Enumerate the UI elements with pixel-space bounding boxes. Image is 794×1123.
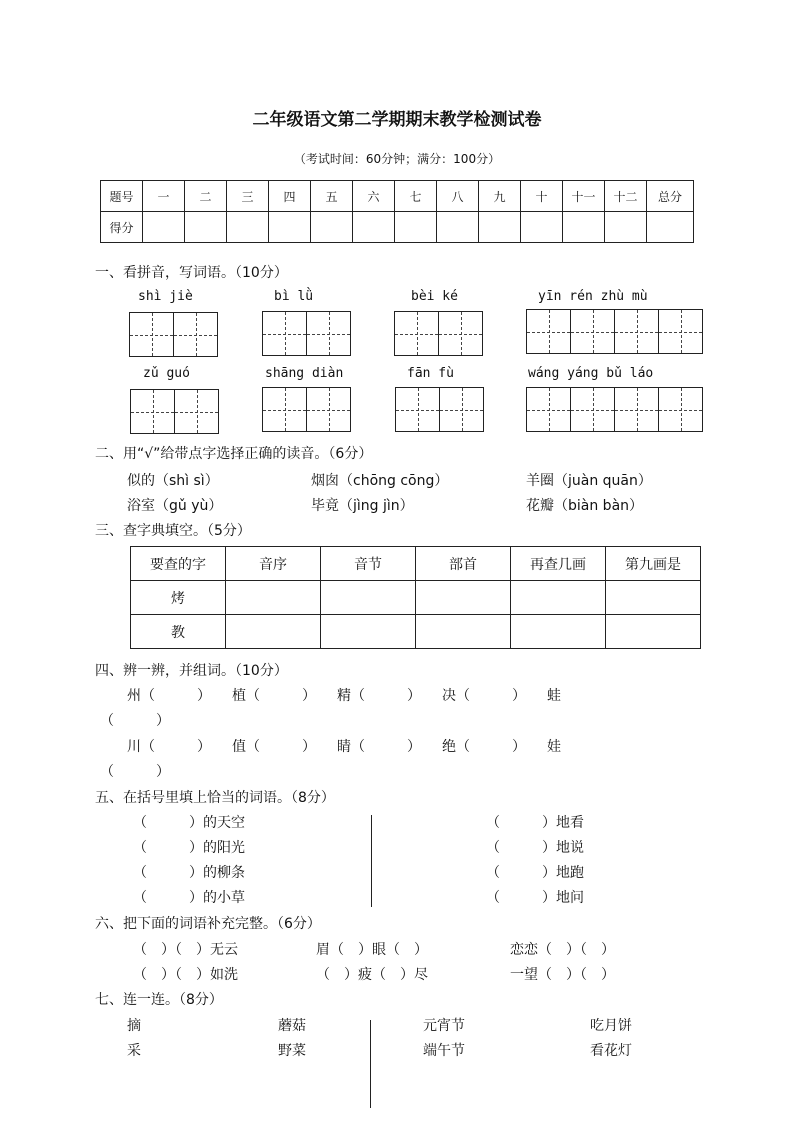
table-cell: 烤: [131, 581, 226, 615]
fill-blank[interactable]: （ ）地问: [486, 890, 584, 906]
writing-grid[interactable]: [526, 387, 703, 432]
idiom-blank[interactable]: （ ）（ ）如洗: [133, 967, 238, 983]
score-cell[interactable]: [143, 212, 185, 243]
table-cell: 一: [143, 181, 185, 212]
writing-grid[interactable]: [526, 309, 703, 354]
table-header: 要查的字: [131, 547, 226, 581]
writing-cell[interactable]: [570, 387, 615, 432]
column-divider: [370, 1020, 371, 1108]
answer-cell[interactable]: [321, 615, 416, 649]
table-cell: 题号: [101, 181, 143, 212]
writing-cell[interactable]: [306, 311, 351, 356]
score-cell[interactable]: [269, 212, 311, 243]
writing-cell[interactable]: [262, 311, 307, 356]
table-cell: 九: [479, 181, 521, 212]
table-cell: 总分: [647, 181, 694, 212]
word-group-line[interactable]: 州（ ） 植（ ） 精（ ） 决（ ） 蛙: [127, 688, 561, 704]
score-cell[interactable]: [311, 212, 353, 243]
writing-grid[interactable]: [262, 311, 351, 356]
table-row: [101, 181, 694, 212]
writing-cell[interactable]: [394, 311, 439, 356]
answer-cell[interactable]: [226, 581, 321, 615]
fill-blank[interactable]: （ ）的天空: [133, 815, 245, 831]
table-header: 音节: [321, 547, 416, 581]
writing-cell[interactable]: [570, 309, 615, 354]
table-row: [101, 212, 694, 243]
section-4-heading: 四、辨一辨，并组词。（10分）: [95, 663, 288, 679]
score-cell[interactable]: [605, 212, 647, 243]
section-3-heading: 三、查字典填空。（5分）: [95, 523, 251, 539]
table-cell: 八: [437, 181, 479, 212]
writing-cell[interactable]: [130, 389, 175, 434]
score-cell[interactable]: [437, 212, 479, 243]
word-group-line[interactable]: （ ）: [100, 713, 170, 729]
match-item[interactable]: 野菜: [278, 1043, 306, 1059]
section-6-heading: 六、把下面的词语补充完整。（6分）: [95, 916, 321, 932]
pinyin-label: shāng diàn: [265, 366, 344, 381]
match-item[interactable]: 采: [127, 1043, 141, 1059]
table-header: 音序: [226, 547, 321, 581]
writing-cell[interactable]: [614, 387, 659, 432]
writing-grid[interactable]: [394, 311, 483, 356]
section-5-heading: 五、在括号里填上恰当的词语。（8分）: [95, 790, 335, 806]
writing-grid[interactable]: [130, 389, 219, 434]
column-divider: [371, 815, 372, 907]
pinyin-label: shì jiè: [138, 289, 193, 304]
section-7-heading: 七、连一连。（8分）: [95, 992, 223, 1008]
score-table: [100, 180, 694, 243]
writing-cell[interactable]: [439, 387, 484, 432]
writing-cell[interactable]: [129, 312, 174, 357]
exam-info: （考试时间：60分钟；满分：100分）: [293, 152, 501, 166]
fill-blank[interactable]: （ ）的阳光: [133, 840, 245, 856]
match-item[interactable]: 蘑菇: [278, 1018, 306, 1034]
reading-option[interactable]: 似的（shì sì）: [127, 473, 219, 489]
idiom-blank[interactable]: 恋恋（ ）（ ）: [510, 942, 615, 958]
table-cell: 十: [521, 181, 563, 212]
dictionary-table: [130, 546, 701, 649]
pinyin-label: zǔ guó: [143, 366, 190, 381]
score-cell[interactable]: [395, 212, 437, 243]
writing-cell[interactable]: [526, 387, 571, 432]
table-cell: 十一: [563, 181, 605, 212]
table-row: [131, 581, 701, 615]
idiom-blank[interactable]: （ ）（ ）无云: [133, 942, 238, 958]
match-item[interactable]: 看花灯: [590, 1043, 632, 1059]
match-item[interactable]: 吃月饼: [590, 1018, 632, 1034]
fill-blank[interactable]: （ ）地看: [486, 815, 584, 831]
pinyin-label: bì lǜ: [274, 289, 314, 304]
writing-cell[interactable]: [174, 389, 219, 434]
table-cell: 得分: [101, 212, 143, 243]
writing-cell[interactable]: [526, 309, 571, 354]
match-item[interactable]: 元宵节: [423, 1018, 465, 1034]
section-2-heading: 二、用“√”给带点字选择正确的读音。（6分）: [95, 446, 373, 462]
table-row: [131, 615, 701, 649]
word-group-line[interactable]: 川（ ） 值（ ） 睛（ ） 绝（ ） 娃: [127, 739, 561, 755]
score-cell[interactable]: [647, 212, 694, 243]
writing-cell[interactable]: [306, 387, 351, 432]
table-cell: 二: [185, 181, 227, 212]
writing-cell[interactable]: [438, 311, 483, 356]
answer-cell[interactable]: [511, 581, 606, 615]
answer-cell[interactable]: [226, 615, 321, 649]
fill-blank[interactable]: （ ）地跑: [486, 865, 584, 881]
table-cell: 教: [131, 615, 226, 649]
answer-cell[interactable]: [321, 581, 416, 615]
score-cell[interactable]: [185, 212, 227, 243]
reading-option[interactable]: 毕竟（jìng jìn）: [311, 498, 414, 514]
score-cell[interactable]: [563, 212, 605, 243]
answer-cell[interactable]: [606, 615, 701, 649]
page-title: 二年级语文第二学期期末教学检测试卷: [252, 110, 542, 130]
writing-grid[interactable]: [262, 387, 351, 432]
answer-cell[interactable]: [606, 581, 701, 615]
score-cell[interactable]: [353, 212, 395, 243]
table-header: 第九画是: [606, 547, 701, 581]
table-header: 再查几画: [511, 547, 606, 581]
pinyin-label: bèi ké: [411, 289, 458, 304]
writing-cell[interactable]: [173, 312, 218, 357]
table-cell: 四: [269, 181, 311, 212]
idiom-blank[interactable]: 一望（ ）（ ）: [510, 967, 615, 983]
section-1-heading: 一、看拼音，写词语。（10分）: [95, 265, 288, 281]
answer-cell[interactable]: [416, 581, 511, 615]
match-item[interactable]: 摘: [127, 1018, 141, 1034]
table-cell: 十二: [605, 181, 647, 212]
fill-blank[interactable]: （ ）的小草: [133, 890, 245, 906]
writing-cell[interactable]: [395, 387, 440, 432]
table-header: 部首: [416, 547, 511, 581]
pinyin-label: wáng yáng bǔ láo: [528, 366, 654, 381]
score-cell[interactable]: [479, 212, 521, 243]
table-cell: 六: [353, 181, 395, 212]
table-row: [131, 547, 701, 581]
table-cell: 五: [311, 181, 353, 212]
reading-option[interactable]: 浴室（gǔ yù）: [127, 498, 223, 514]
writing-grid[interactable]: [129, 312, 218, 357]
idiom-blank[interactable]: （ ）疲（ ）尽: [316, 967, 428, 983]
answer-cell[interactable]: [511, 615, 606, 649]
table-cell: 七: [395, 181, 437, 212]
writing-cell[interactable]: [658, 309, 703, 354]
reading-option[interactable]: 花瓣（biàn bàn）: [526, 498, 644, 514]
table-cell: 三: [227, 181, 269, 212]
writing-grid[interactable]: [395, 387, 484, 432]
score-cell[interactable]: [521, 212, 563, 243]
match-item[interactable]: 端午节: [423, 1043, 465, 1059]
pinyin-label: yīn rén zhù mù: [538, 289, 648, 304]
fill-blank[interactable]: （ ）地说: [486, 840, 584, 856]
fill-blank[interactable]: （ ）的柳条: [133, 865, 245, 881]
writing-cell[interactable]: [262, 387, 307, 432]
writing-cell[interactable]: [614, 309, 659, 354]
reading-option[interactable]: 烟囱（chōng cōng）: [311, 473, 449, 489]
reading-option[interactable]: 羊圈（juàn quān）: [526, 473, 652, 489]
answer-cell[interactable]: [416, 615, 511, 649]
score-cell[interactable]: [227, 212, 269, 243]
pinyin-label: fān fù: [407, 366, 454, 381]
word-group-line[interactable]: （ ）: [100, 764, 170, 780]
idiom-blank[interactable]: 眉（ ）眼（ ）: [316, 942, 428, 958]
writing-cell[interactable]: [658, 387, 703, 432]
